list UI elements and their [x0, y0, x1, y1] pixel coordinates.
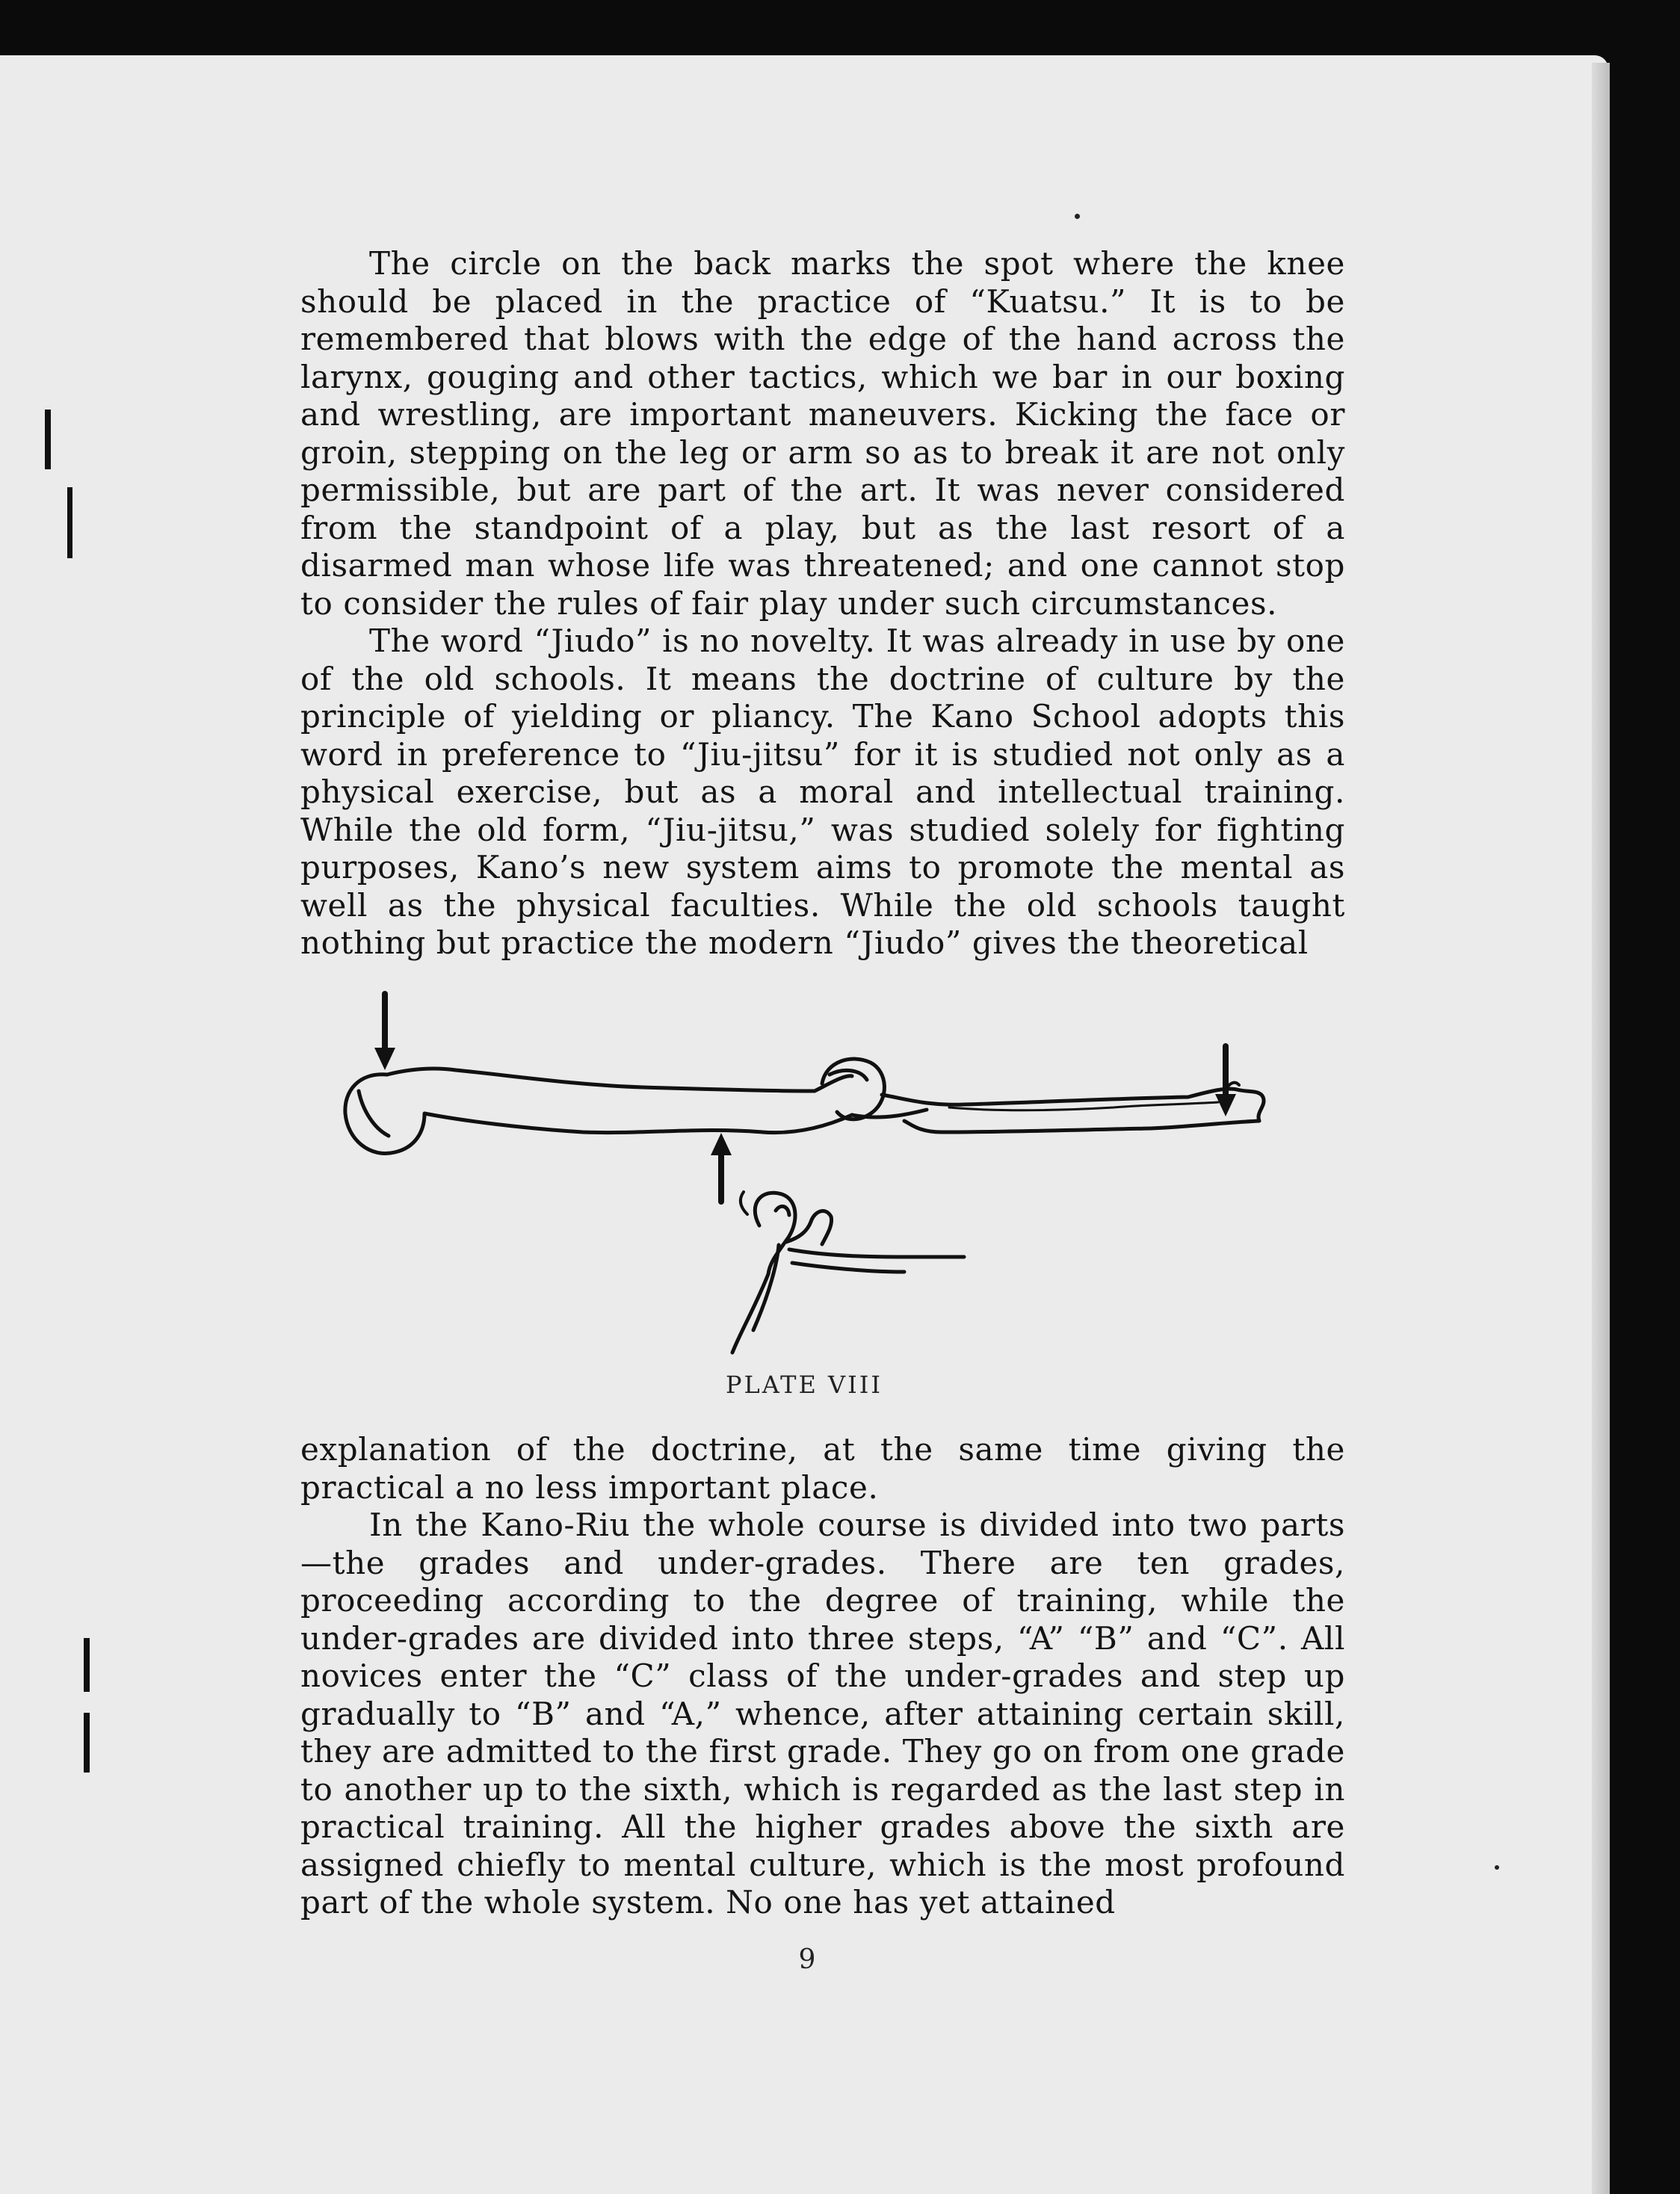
margin-scan-mark	[67, 487, 72, 558]
margin-scan-mark	[84, 1638, 90, 1692]
text-block-top	[300, 245, 1345, 962]
text-block-bottom	[300, 1431, 1345, 1922]
paragraph-kuatsu: The circle on the back marks the spot where the knee should be placed in the practice of “Kuatsu.” It is to be remembered that blows with the edge of the hand across the larynx, gouging and other tactics, which we bar in our boxing and wrestling, are important maneuvers. Kicking the face or groin, stepping on the leg or arm so as to break it are not only permissible, but are part of the art. It was never considered from the standpoint of a play, but as the last resort of a disarmed man whose life was threatened; and one cannot stop to consider the rules of fair play under such circumstances.	[300, 245, 1345, 622]
page-number: 9	[798, 1944, 816, 1975]
margin-scan-mark	[84, 1713, 90, 1773]
arm-bone-illustration	[329, 979, 1315, 1360]
plate-caption: PLATE VIII	[725, 1371, 883, 1399]
bent-arm-detail	[732, 1193, 795, 1353]
scan-speck	[1075, 214, 1080, 219]
elbow-joint	[822, 1059, 884, 1119]
paragraph-doctrine-continued: explanation of the doctrine, at the same time giving the practical a no less important place.	[300, 1431, 1345, 1506]
page-edge-shadow	[1592, 63, 1610, 2194]
margin-scan-mark	[45, 410, 51, 469]
paragraph-jiudo: The word “Jiudo” is no novelty. It was already in use by one of the old schools. It means the doctrine of culture by the principle of yielding or pliancy. The Kano School adopts this word in preference to “Jiu-jitsu” for it is studied not only as a physical exercise, but as a moral and intellectual training. While the old form, “Jiu-jitsu,” was studied solely for fighting purposes, Kano’s new system aims to promote the mental as well as the physical faculties. While the old schools taught nothing but practice the modern “Jiudo” gives the theoretical	[300, 622, 1345, 961]
forearm-bone	[882, 1089, 1264, 1132]
scan-speck	[1495, 1865, 1499, 1870]
paragraph-kano-riu: In the Kano-Riu the whole course is divided into two parts—the grades and under-grades. There are ten grades, proceeding according to the degree of training, while the under-grades are divided into three steps, “A” “B” and “C”. All novices enter the “C” class of the under-grades and step up gradually to “B” and “A,” whence, after attaining certain skill, they are admitted to the first grade. They go on from one grade to another up to the sixth, which is regarded as the last step in practical training. All the higher grades above the sixth are assigned chiefly to mental culture, which is the most profound part of the whole system. No one has yet attained	[300, 1507, 1345, 1920]
